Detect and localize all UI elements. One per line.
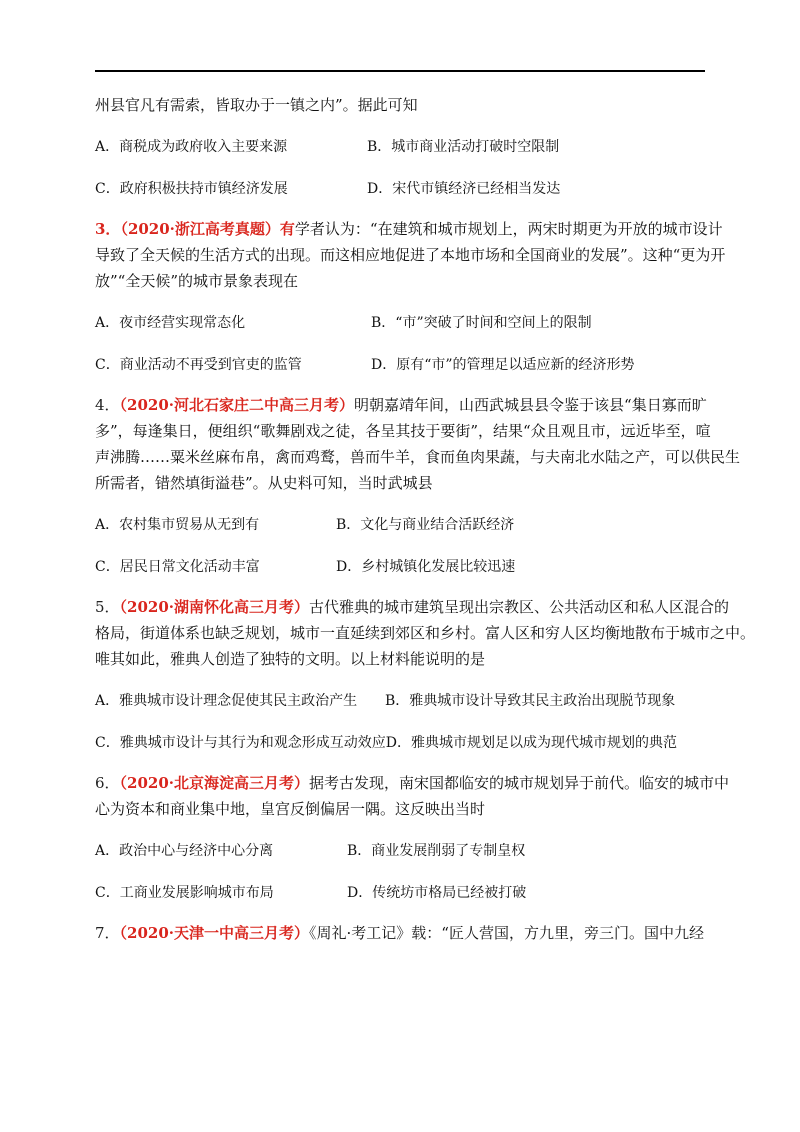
question-5: [95, 594, 756, 672]
question-number: 4．: [95, 396, 120, 414]
question-3: [95, 216, 726, 294]
question-number: 7．: [95, 924, 120, 942]
question-6-options-row-1: [95, 838, 715, 864]
question-5-line-1: [95, 594, 730, 620]
question-source: （2020·天津一中高三月考）: [119, 924, 310, 942]
question-number: 3．: [95, 220, 121, 238]
option-a[interactable]: A．雅典城市设计理念促使其民主政治产生: [95, 693, 358, 709]
option-d[interactable]: D．宋代市镇经济已经相当发达: [367, 181, 561, 197]
option-c[interactable]: C．工商业发展影响城市布局: [95, 885, 274, 901]
question-4-options-row-1: [95, 512, 715, 538]
option-c[interactable]: C．雅典城市设计与其行为和观念形成互动效应: [95, 735, 386, 751]
question-text: 古代雅典的城市建筑呈现出宗教区、公共活动区和私人区混合的: [309, 598, 730, 616]
option-d[interactable]: D．乡村城镇化发展比较迅速: [336, 559, 516, 575]
question-3-line-3: 放”“全天候”的城市景象表现在: [95, 272, 299, 290]
option-c[interactable]: C．商业活动不再受到官吏的监管: [95, 357, 302, 373]
question-4-options-row-2: [95, 554, 715, 580]
option-d[interactable]: D．雅典城市规划足以成为现代城市规划的典范: [385, 735, 677, 751]
question-source: （2020·北京海淀高三月考）: [119, 774, 310, 792]
option-d[interactable]: D．原有“市”的管理足以适应新的经济形势: [371, 357, 635, 373]
option-b[interactable]: B．城市商业活动打破时空限制: [367, 139, 560, 155]
question-4-line-1: [95, 392, 715, 418]
question-2-options-row-1: [95, 134, 715, 160]
question-5-line-2: 格局，街道体系也缺乏规划，城市一直延续到郊区和乡村。富人区和穷人区均衡地散布于城市之中。: [95, 624, 756, 642]
question-4-line-2: 多”，每逢集日，便组织“歌舞剧戏之徒，各呈其技于要街”，结果“众且观且市，远近毕至，喧: [95, 422, 711, 440]
question-4: [95, 392, 741, 496]
question-number: 6．: [95, 774, 120, 792]
question-7: [95, 920, 715, 946]
option-a[interactable]: A．商税成为政府收入主要来源: [95, 139, 288, 155]
question-source: （2020·湖南怀化高三月考）: [119, 598, 310, 616]
question-source: （2020·浙江高考真题）有: [120, 220, 295, 238]
question-text: 《周礼·考工记》载：“匠人营国，方九里，旁三门。国中九经: [309, 924, 704, 942]
option-c[interactable]: C．政府积极扶持市镇经济发展: [95, 181, 288, 197]
question-5-options-row-2: [95, 730, 715, 756]
question-number: 5．: [95, 598, 120, 616]
question-source: （2020·河北石家庄二中高三月考）: [119, 396, 355, 414]
question-3-line-1: [95, 216, 723, 242]
question-3-options-row-1: [95, 310, 715, 336]
option-c[interactable]: C．居民日常文化活动丰富: [95, 559, 260, 575]
option-a[interactable]: A．政治中心与经济中心分离: [95, 843, 274, 859]
option-b[interactable]: B．“市”突破了时间和空间上的限制: [371, 315, 592, 331]
option-a[interactable]: A．夜市经营实现常态化: [95, 315, 246, 331]
question-4-line-4: 所需者，错然填街溢巷”。从史料可知，当时武城县: [95, 474, 433, 492]
question-text: 据考古发现，南宋国都临安的城市规划异于前代。临安的城市中: [309, 774, 730, 792]
question-5-line-3: 唯其如此，雅典人创造了独特的文明。以上材料能说明的是: [95, 650, 486, 668]
question-6-line-1: [95, 770, 730, 796]
question-3-options-row-2: [95, 352, 715, 378]
question-6: [95, 770, 730, 822]
question-5-options-row-1: [95, 688, 715, 714]
question-text: 学者认为：“在建筑和城市规划上，两宋时期更为开放的城市设计: [294, 220, 723, 238]
option-b[interactable]: B．商业发展削弱了专制皇权: [347, 843, 526, 859]
question-6-line-2: 心为资本和商业集中地，皇宫反倒偏居一隅。这反映出当时: [95, 800, 486, 818]
question-2-stem-tail: 州县官凡有需索，皆取办于一镇之内”。据此可知: [95, 96, 418, 114]
question-3-line-2: 导致了全天候的生活方式的出现。而这相应地促进了本地市场和全国商业的发展”。这种“更为开: [95, 246, 726, 264]
question-7-line-1: [95, 920, 715, 946]
question-6-options-row-2: [95, 880, 715, 906]
header-rule: [95, 70, 705, 72]
option-b[interactable]: B．文化与商业结合活跃经济: [336, 517, 515, 533]
question-2-options-row-2: [95, 176, 715, 202]
option-a[interactable]: A．农村集市贸易从无到有: [95, 517, 260, 533]
question-4-line-3: 声沸腾……粟米丝麻布帛，禽而鸡鹜，兽而牛羊，食而鱼肉果蔬，与夫南北水陆之产，可以供民生: [95, 448, 741, 466]
option-b[interactable]: B．雅典城市设计导致其民主政治出现脱节现象: [385, 693, 676, 709]
document-body: [95, 92, 756, 946]
option-d[interactable]: D．传统坊市格局已经被打破: [347, 885, 527, 901]
question-text: 明朝嘉靖年间，山西武城县县令鉴于该县“集日寡而旷: [354, 396, 707, 414]
